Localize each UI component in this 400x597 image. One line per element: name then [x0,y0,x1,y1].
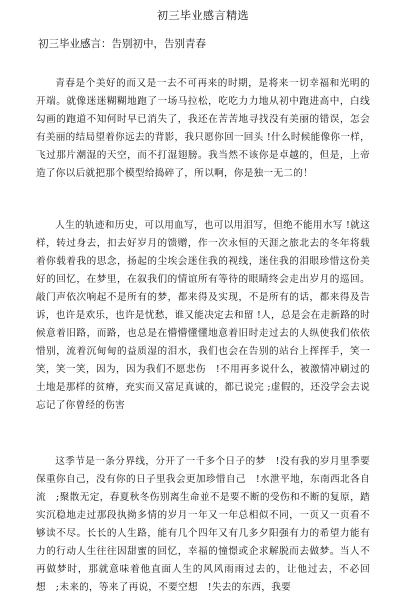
paragraph-3: 这季节是一条分界线，分开了一千多个日子的梦 !没有我的岁月里季要保重你自己，没有你的日子里我会更加珍惜自己 !水泄平地，东南西北各自流 ;聚散无定，春夏秋冬伤别离生命並不是要不断的受伤和不断的复原，踏实沉稳地走过那段执拗多情的岁月一年又一年总相似不同，一页又一页看不够读不尽。长长的人生路，能有几个四年又有几多夕阳强有力的希望力能有力的行动人生往往因甜蜜的回忆，幸福的憧憬或企求解脱而去做梦。当人不再做梦时，那就意味着他直面人生的风风雨雨过去的，让他过去，不必回想 ;未来的，等来了再说，不要空想 !失去的东西，我要 [36,456,370,593]
paragraph-1: 青春是个美好的而又是一去不可再来的时期，是将来一切幸福和光明的开端。就像迷迷糊糊地跑了一场马拉松，吃吃力力地从初中跑进高中，白线勾画的跑道不知何时早已消失了，我还在苦苦地寻找没有美丽的错误，怎会有美丽的结局望着你远去的背影，我只愿你回一回头 !什么时候能像你一样，飞过那片潮湿的天空，而不打湿翅膀。我当然不该你是卓越的，但是，上帝造了你以后就把那个模型给捣碎了，所以啊，你是独一无二的！ [36,78,370,179]
document-title: 初三毕业感言精选 [157,9,249,22]
document-subtitle: 初三毕业感言：告别初中，告别青春 [38,38,206,50]
paragraph-2: 人生的轨迹和历史，可以用血写，也可以用泪写，但绝不能用水写 !就这样，转过身去，扣去好岁月的馈赠，作一次永恒的天涯之旅北去的冬年将载着你载着我的思念，扬起的尘埃会迷住我的视线，迷住我的泪眼珍惜这份美好的回忆，在梦里，在叙我们的情谊所有等待的眼睛终会走出岁月的巡回。敲门声依次响起不是所有的梦，都来得及实现，不是所有的话，都来得及告诉，也许是欢乐，也许是忧愁，谁又能决定去和留 !人，总是会在走新路的时候意着旧路，而路，也总是在懵懵懂懂地意着旧时走过去的人纵使我们依依惜别，流着沉甸甸的益质湿的泪水，我们也会在告别的站台上挥挥手，笑一笑，笑一笑，因为，因为我们不愿悲伤 !不用再多说什么，被激情冲刷过的土地是那样的贫瘠，充实而又富足真诚的，都已说完 ;虚假的，还没学会去说忘记了你曾经的伤害 [36,220,370,411]
